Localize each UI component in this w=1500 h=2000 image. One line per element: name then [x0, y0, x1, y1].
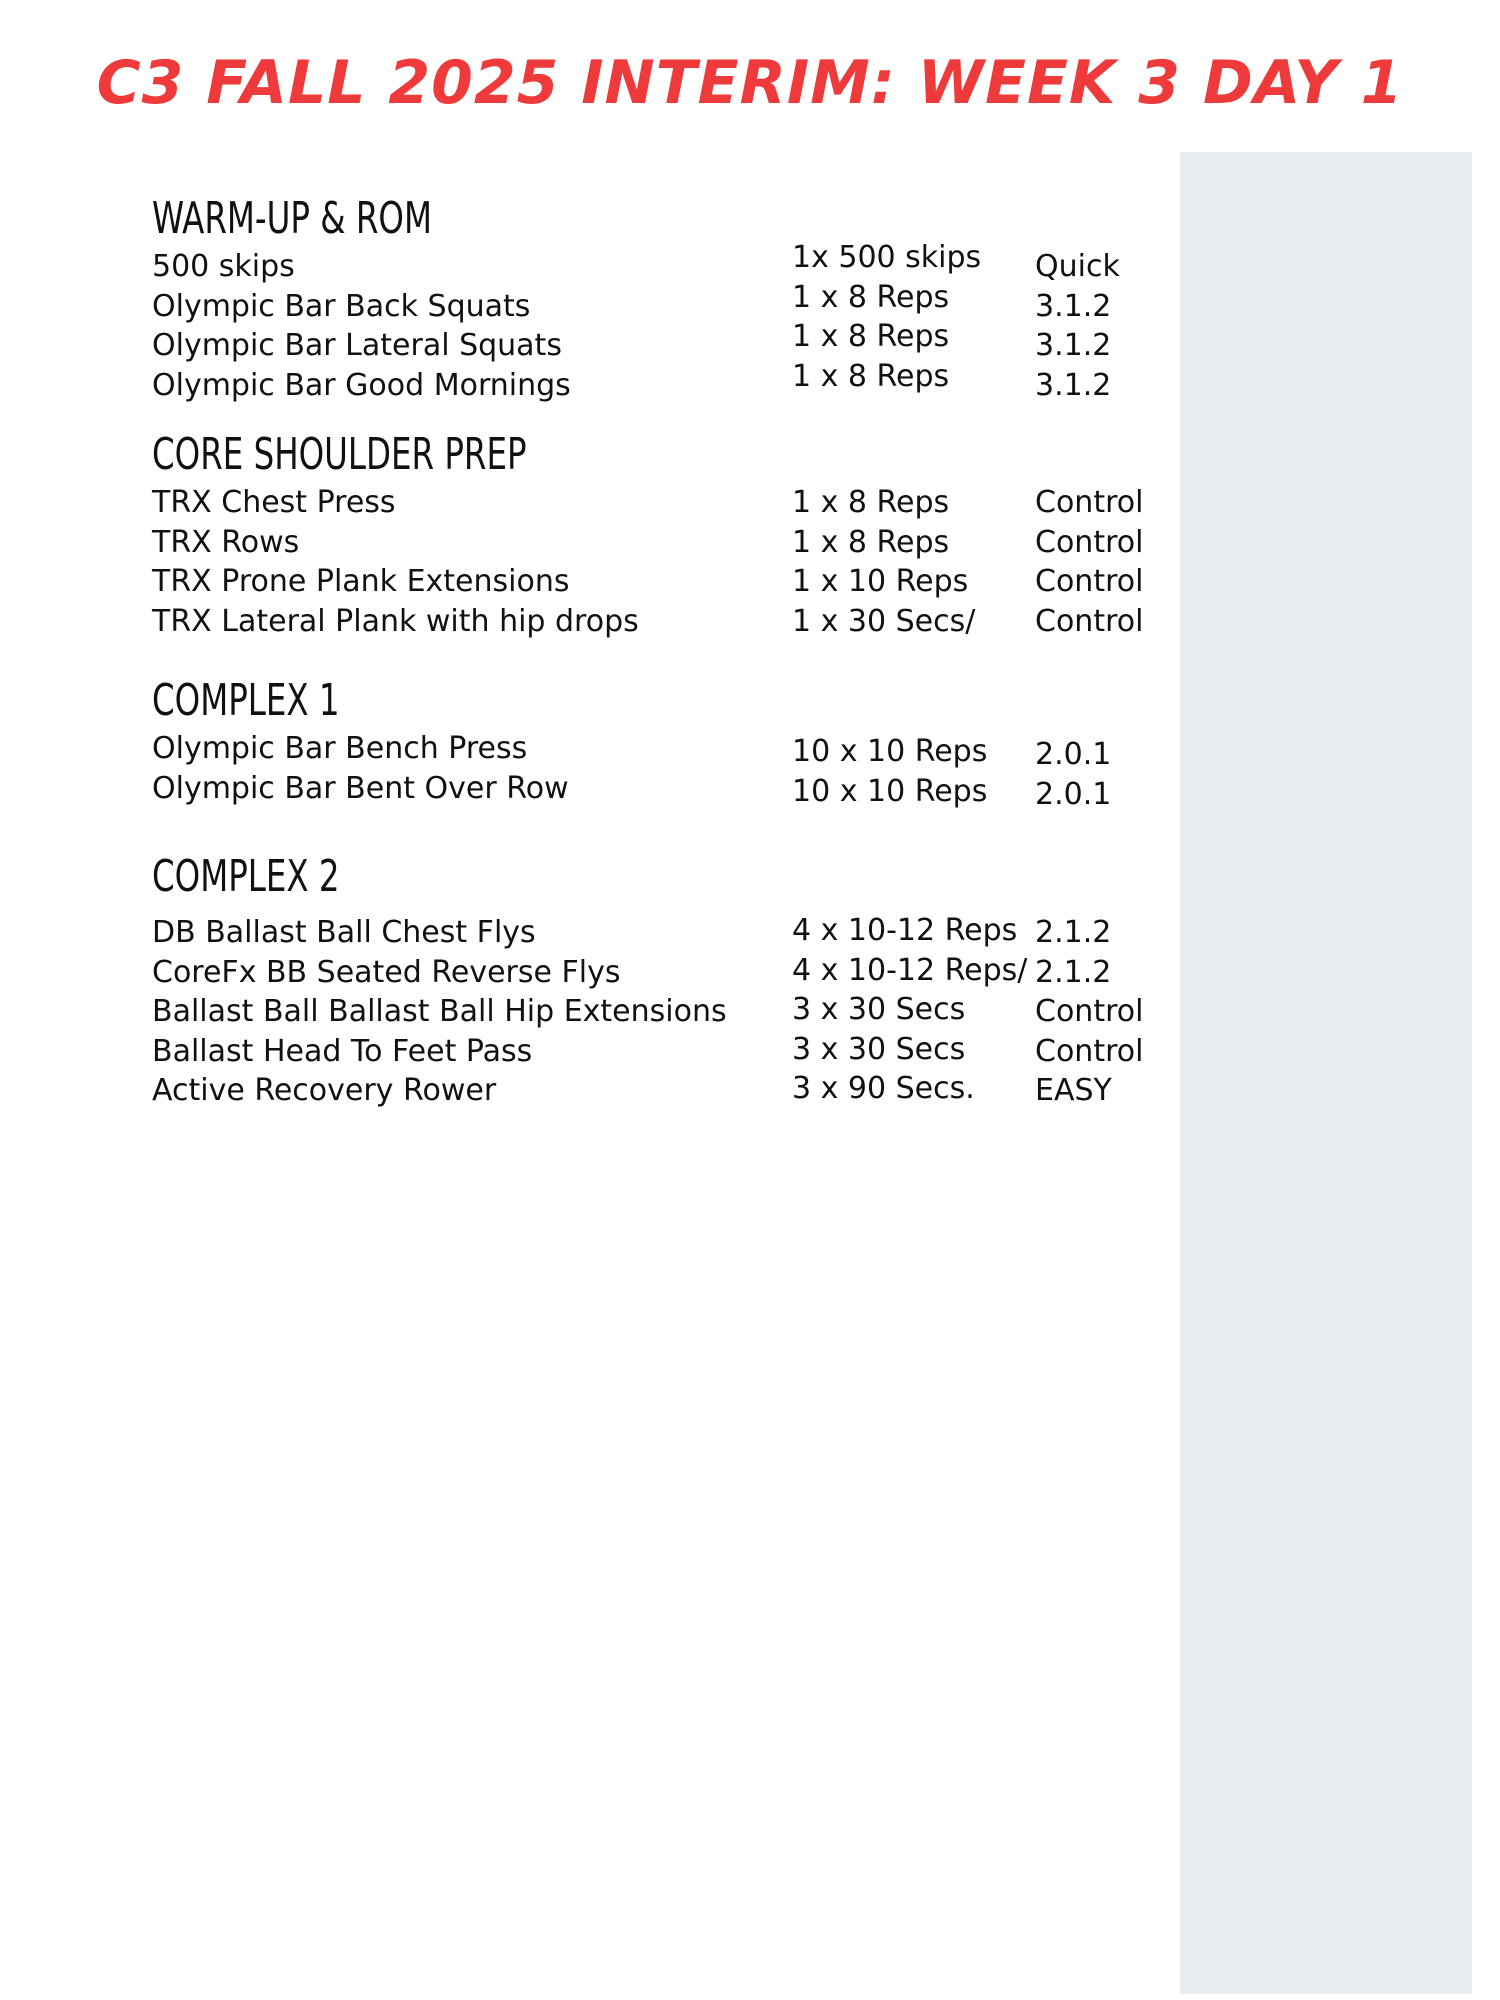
exercise-tempo: 3.1.2	[1035, 288, 1112, 324]
exercise-name: Ballast Ball Ballast Ball Hip Extensions	[152, 994, 727, 1029]
exercise-sets: 1 x 8 Reps	[792, 524, 950, 560]
section-heading: CORE SHOULDER PREP	[152, 429, 527, 480]
exercise-sets: 3 x 30 Secs	[792, 992, 966, 1027]
exercise-name: 500 skips	[152, 249, 295, 284]
exercise-tempo: Control	[1035, 994, 1144, 1029]
exercise-tempo: 2.1.2	[1035, 954, 1112, 990]
exercise-sets: 1 x 8 Reps	[792, 279, 950, 315]
exercise-tempo: 2.0.1	[1035, 776, 1112, 812]
exercise-name: Olympic Bar Bench Press	[152, 731, 528, 766]
exercise-row	[152, 358, 1112, 406]
exercise-name: TRX Chest Press	[152, 485, 396, 520]
exercise-sets: 1 x 10 Reps	[792, 564, 969, 599]
exercise-name: Olympic Bar Bent Over Row	[152, 770, 569, 806]
exercise-tempo: Control	[1035, 564, 1144, 599]
exercise-tempo: Quick	[1035, 249, 1120, 284]
exercise-row	[152, 523, 1144, 563]
exercise-sets: 10 x 10 Reps	[792, 773, 988, 809]
exercise-sets: 4 x 10-12 Reps/	[792, 952, 1028, 988]
exercise-row	[152, 952, 1112, 993]
exercise-row	[152, 1031, 1144, 1072]
exercise-row	[152, 769, 1112, 812]
exercise-sets: 3 x 90 Secs.	[792, 1071, 975, 1106]
section-heading: COMPLEX 2	[152, 851, 340, 902]
exercise-sets: 3 x 30 Secs	[792, 1031, 966, 1067]
exercise-tempo: Control	[1035, 485, 1144, 520]
exercise-name: Active Recovery Rower	[152, 1073, 497, 1108]
exercise-row	[152, 602, 1144, 642]
exercise-name: TRX Prone Plank Extensions	[152, 564, 570, 599]
exercise-tempo: 3.1.2	[1035, 367, 1112, 403]
exercise-row	[152, 1071, 1112, 1111]
exercise-name: TRX Lateral Plank with hip drops	[152, 603, 639, 639]
exercise-sets: 1 x 30 Secs/	[792, 603, 976, 639]
section-heading: COMPLEX 1	[152, 675, 340, 726]
exercise-name: TRX Rows	[152, 524, 300, 560]
exercise-sets: 1 x 8 Reps	[792, 319, 950, 354]
exercise-tempo: 2.1.2	[1035, 915, 1112, 950]
exercise-name: DB Ballast Ball Chest Flys	[152, 915, 536, 950]
exercise-name: CoreFx BB Seated Reverse Flys	[152, 954, 621, 990]
exercise-tempo: 3.1.2	[1035, 328, 1112, 363]
section-heading: WARM-UP & ROM	[152, 193, 432, 244]
exercise-sets: 1 x 8 Reps	[792, 358, 950, 394]
exercise-tempo: 2.0.1	[1035, 737, 1112, 772]
exercise-tempo: Control	[1035, 1033, 1144, 1069]
exercise-row	[152, 279, 1112, 327]
exercise-sets: 1 x 8 Reps	[792, 485, 950, 520]
side-panel	[1180, 152, 1472, 1994]
exercise-row	[152, 562, 1144, 602]
exercise-name: Olympic Bar Good Mornings	[152, 367, 571, 403]
exercise-name: Ballast Head To Feet Pass	[152, 1033, 533, 1069]
exercise-row	[152, 240, 1120, 287]
exercise-name: Olympic Bar Lateral Squats	[152, 328, 562, 363]
exercise-row	[152, 483, 1144, 523]
section-core-shoulder-prep	[152, 429, 1144, 641]
exercise-row	[152, 729, 1112, 772]
exercise-sets: 1x 500 skips	[792, 240, 982, 275]
section-warm-up	[152, 193, 1120, 405]
exercise-sets: 4 x 10-12 Reps	[792, 913, 1018, 948]
exercise-tempo: Control	[1035, 603, 1144, 639]
exercise-tempo: Control	[1035, 524, 1144, 560]
exercise-row	[152, 319, 1112, 366]
exercise-sets: 10 x 10 Reps	[792, 734, 988, 769]
exercise-row	[152, 992, 1144, 1032]
exercise-tempo: EASY	[1035, 1073, 1112, 1108]
exercise-name: Olympic Bar Back Squats	[152, 288, 531, 324]
exercise-row	[152, 913, 1112, 953]
section-complex-1	[152, 675, 1112, 812]
page-title: C3 FALL 2025 INTERIM: WEEK 3 DAY 1	[96, 48, 1404, 118]
section-complex-2	[152, 851, 1144, 1111]
